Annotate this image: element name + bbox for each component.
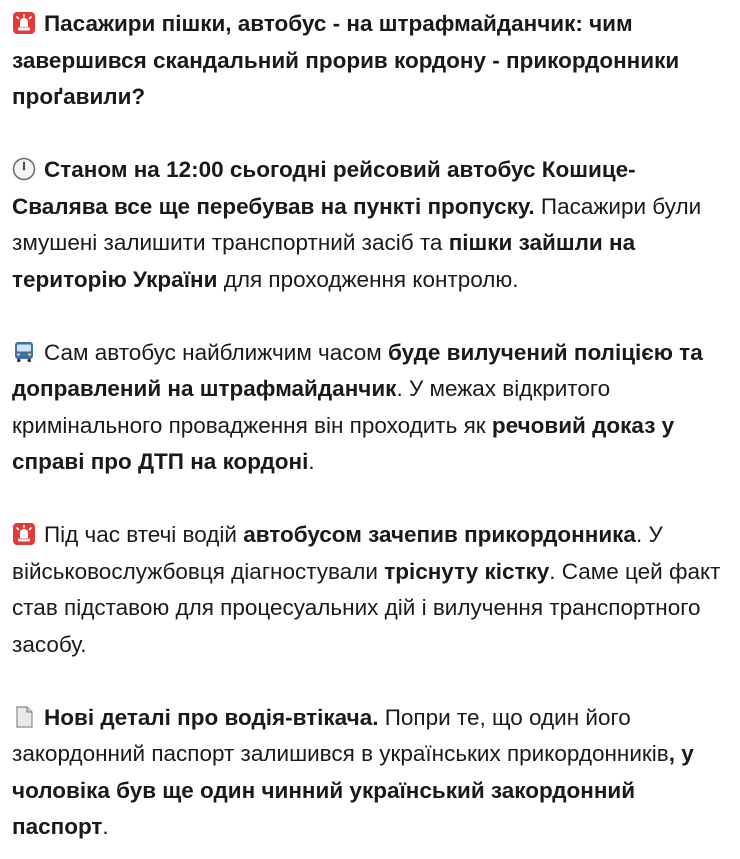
segment: для проходження контролю.	[217, 266, 519, 292]
segment: . У межах відкритого кримінального провадження він проходить як	[12, 376, 611, 438]
segment: Попри те, що один його закордонний паспорт залишився в українських прикордонників	[12, 704, 669, 766]
segment: , у чоловіка був ще один чинний український закордонний паспорт	[12, 741, 694, 839]
rotating-light-icon	[12, 522, 36, 546]
paragraph-status	[12, 152, 728, 298]
segment: пішки зайшли на територію України	[12, 230, 636, 292]
rotating-light-icon	[12, 11, 36, 35]
segment: . Саме цей факт став підставою для процесуальних дій і вилучення транспортного засобу.	[12, 558, 721, 657]
paragraph-injury	[12, 517, 728, 663]
segment: Під час втечі водій	[44, 522, 244, 547]
segment: автобусом зачепив прикордонника	[243, 522, 636, 547]
headline-text: Пасажири пішки, автобус - на штрафмайданчик: чим завершився скандальний прорив кордону - прикордонники проґавили?	[12, 11, 680, 109]
segment: .	[308, 449, 315, 474]
post-headline	[12, 6, 728, 116]
bus-icon	[12, 340, 36, 364]
segment: Пасажири були змушені залишити транспортний засіб та	[12, 193, 702, 255]
segment: .	[102, 814, 109, 839]
paragraph-bus	[12, 335, 728, 481]
segment: тріснуту кістку	[384, 558, 550, 584]
page-icon	[12, 705, 36, 729]
clock-icon	[12, 157, 36, 181]
segment: Сам автобус найближчим часом	[44, 339, 389, 365]
segment: речовий доказ у справі про ДТП на кордоні	[12, 412, 675, 474]
segment: Нові деталі про водія-втікача.	[44, 704, 379, 730]
segment: Станом на 12:00 сьогодні рейсовий автобус Кошице-Свалява все ще перебував на пункті пропуску.	[12, 157, 636, 219]
paragraph-driver	[12, 700, 728, 846]
segment: . У військовослужбовця діагностували	[12, 522, 663, 584]
segment: буде вилучений поліцією та доправлений на штрафмайданчик	[12, 339, 703, 401]
